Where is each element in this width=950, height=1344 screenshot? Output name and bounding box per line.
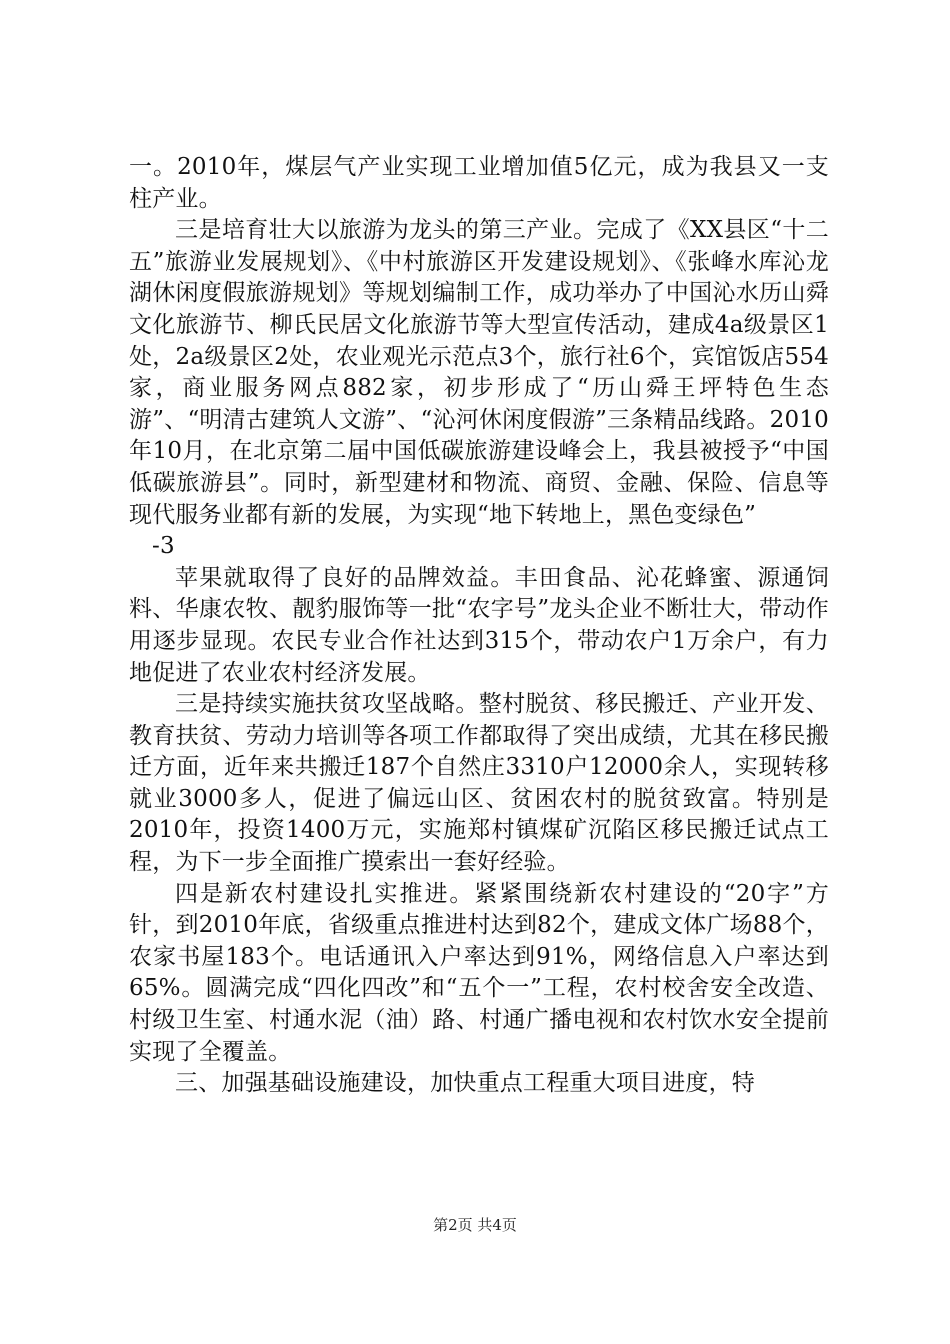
- paragraph-new-countryside: 四是新农村建设扎实推进。紧紧围绕新农村建设的“20字”方针，到2010年底，省级重点推进村达到82个，建成文体广场88个，农家书屋183个。电话通讯入户率达到91%，网络信息入户率达到65%。圆满完成“四化四改”和“五个一”工程，农村校舍安全改造、村级卫生室、村通水泥（油）路、村通广播电视和农村饮水安全提前实现了全覆盖。: [129, 880, 829, 1065]
- page-fragment-marker: -3: [152, 533, 175, 560]
- paragraph-tourism: 三是培育壮大以旅游为龙头的第三产业。完成了《XX县区“十二五”旅游业发展规划》、《中村旅游区开发建设规划》、《张峰水库沁龙湖休闲度假旅游规划》等规划编制工作，成功举办了中国沁水历山舜文化旅游节、柳氏民居文化旅游节等大型宣传活动，建成4a级景区1处，2a级景区2处，农业观光示范点3个，旅行社6个，宾馆饭店554家，商业服务网点882家，初步形成了“历山舜王坪特色生态游”、“明清古建筑人文游”、“沁河休闲度假游”三条精品线路。2010年10月，在北京第二届中国低碳旅游建设峰会上，我县被授予“中国低碳旅游县”。同时，新型建材和物流、商贸、金融、保险、信息等现代服务业都有新的发展，为实现“地下转地上，黑色变绿色”: [129, 217, 829, 528]
- paragraph-poverty-alleviation: 三是持续实施扶贫攻坚战略。整村脱贫、移民搬迁、产业开发、教育扶贫、劳动力培训等各项工作都取得了突出成绩，尤其在移民搬迁方面，近年来共搬迁187个自然庄3310户12000余人，实现转移就业3000多人，促进了偏远山区、贫困农村的脱贫致富。特别是2010年，投资1400万元，实施郑村镇煤矿沉陷区移民搬迁试点工程，为下一步全面推广摸索出一套好经验。: [129, 691, 829, 876]
- paragraph-agriculture-brands: 苹果就取得了良好的品牌效益。丰田食品、沁花蜂蜜、源通饲料、华康农牧、靓豹服饰等一批“农字号”龙头企业不断壮大，带动作用逐步显现。农民专业合作社达到315个，带动农户1万余户，有力地促进了农业农村经济发展。: [129, 564, 829, 686]
- paragraph-continuation: 一。2010年，煤层气产业实现工业增加值5亿元，成为我县又一支柱产业。: [129, 154, 829, 212]
- document-body: [129, 152, 829, 1100]
- paragraph-infrastructure-heading: 三、加强基础设施建设，加快重点工程重大项目进度，特: [175, 1070, 755, 1097]
- page-footer: 第2页 共4页: [433, 1216, 517, 1234]
